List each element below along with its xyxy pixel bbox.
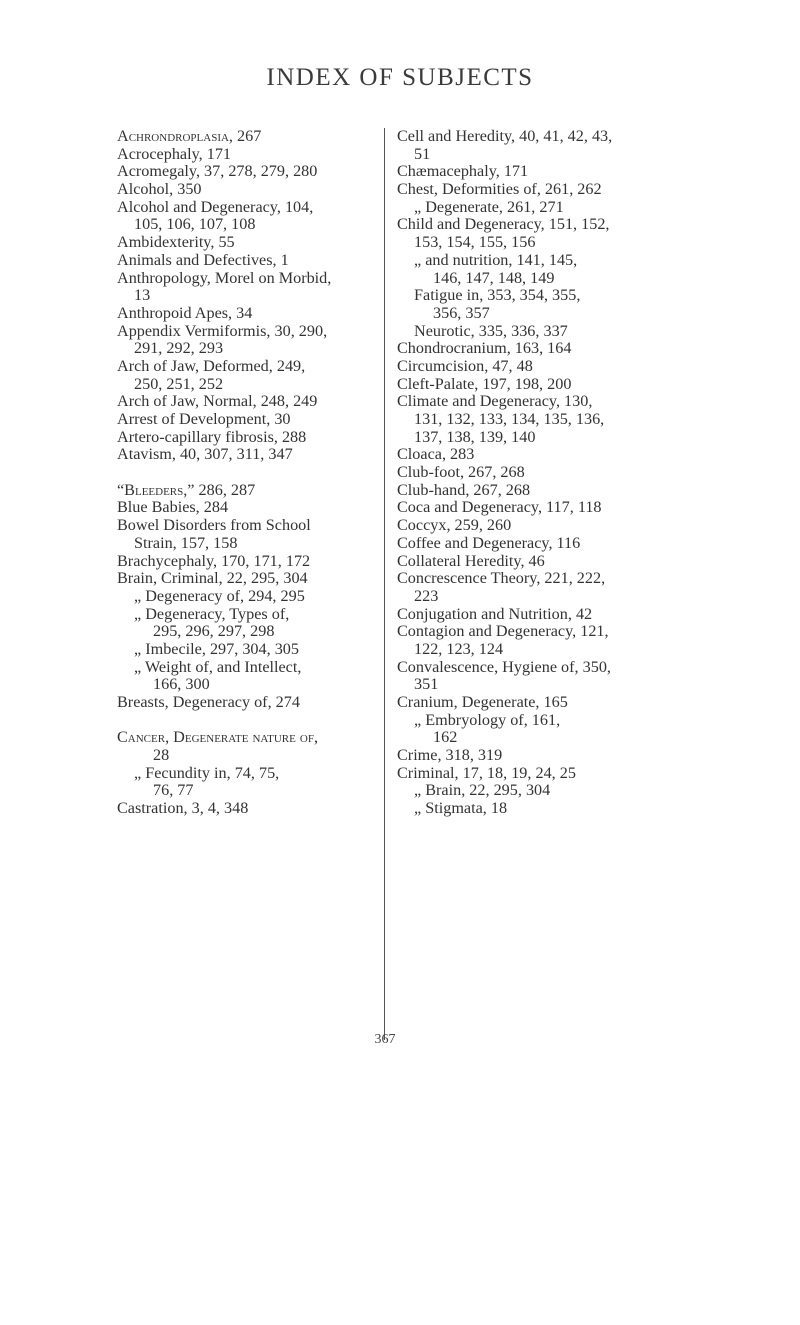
index-entry: Chest, Deformities of, 261, 262 <box>397 180 602 199</box>
index-entry: Arch of Jaw, Deformed, 249, <box>117 356 306 375</box>
index-subentry: „ Weight of, and Intellect, <box>134 657 302 676</box>
index-subentry: „ Degenerate, 261, 271 <box>414 197 564 216</box>
index-entry: Contagion and Degeneracy, 121, <box>397 622 609 641</box>
index-entry: Brain, Criminal, 22, 295, 304 <box>117 569 308 588</box>
index-entry: Acromegaly, 37, 278, 279, 280 <box>117 162 318 181</box>
index-entry-continuation: 146, 147, 148, 149 <box>433 268 555 287</box>
index-entry: Concrescence Theory, 221, 222, <box>397 569 606 588</box>
index-entry: Crime, 318, 319 <box>397 746 503 765</box>
index-entry: Coca and Degeneracy, 117, 118 <box>397 498 602 517</box>
index-entry: Collateral Heredity, 46 <box>397 551 545 570</box>
index-entry: Cranium, Degenerate, 165 <box>397 693 568 711</box>
index-subentry: „ Stigmata, 18 <box>414 799 508 818</box>
index-entry: Atavism, 40, 307, 311, 347 <box>117 445 293 464</box>
index-entry: Club-foot, 267, 268 <box>397 463 525 482</box>
index-entry-continuation: 162 <box>433 728 458 747</box>
page-title: INDEX OF SUBJECTS <box>266 64 534 91</box>
index-entry: Artero-capillary fibrosis, 288 <box>117 427 307 446</box>
index-entry: Blue Babies, 284 <box>117 498 229 517</box>
index-entry: Cloaca, 283 <box>397 445 475 464</box>
index-entry: Anthropology, Morel on Morbid, <box>117 268 332 287</box>
index-entry-continuation: 351 <box>414 675 439 694</box>
index-subentry: „ Brain, 22, 295, 304 <box>414 781 551 800</box>
index-entry: Cancer, Degenerate nature of, <box>117 728 318 747</box>
index-subentry: „ Degeneracy of, 294, 295 <box>134 586 305 605</box>
index-entry: Criminal, 17, 18, 19, 24, 25 <box>397 763 576 782</box>
index-entry-continuation: 250, 251, 252 <box>134 374 224 393</box>
index-entry: Cleft-Palate, 197, 198, 200 <box>397 374 572 393</box>
page-number: 367 <box>374 1032 396 1047</box>
index-entry: Alcohol and Degeneracy, 104, <box>117 197 314 216</box>
index-subentry: „ Imbecile, 297, 304, 305 <box>134 639 299 658</box>
column-divider <box>384 128 385 1040</box>
index-entry: “Bleeders,” 286, 287 <box>117 480 256 499</box>
index-entry: Appendix Vermiformis, 30, 290, <box>117 321 328 340</box>
index-entry-continuation: 13 <box>134 286 151 305</box>
index-subentry: „ Fecundity in, 74, 75, <box>134 763 280 782</box>
index-entry-continuation: 137, 138, 139, 140 <box>414 427 536 446</box>
index-entry: Climate and Degeneracy, 130, <box>397 392 593 411</box>
index-entry-continuation: 153, 154, 155, 156 <box>414 233 536 252</box>
index-entry: Chondrocranium, 163, 164 <box>397 339 572 358</box>
index-entry: Chæmacephaly, 171 <box>397 162 529 181</box>
index-entry: Circumcision, 47, 48 <box>397 356 533 375</box>
index-entry-continuation: 28 <box>153 746 170 765</box>
index-entry: Club-hand, 267, 268 <box>397 480 531 499</box>
section-gap <box>117 712 387 730</box>
index-entry: Castration, 3, 4, 348 <box>117 799 249 818</box>
index-entry-continuation: 122, 123, 124 <box>414 639 504 658</box>
index-entry-continuation: 223 <box>414 586 439 605</box>
index-entry: Child and Degeneracy, 151, 152, <box>397 215 610 234</box>
index-entry: Convalescence, Hygiene of, 350, <box>397 657 611 676</box>
index-entry-continuation: Strain, 157, 158 <box>134 533 238 552</box>
index-entry: Brachycephaly, 170, 171, 172 <box>117 551 311 570</box>
index-entry: Animals and Defectives, 1 <box>117 250 289 269</box>
index-entry: Anthropoid Apes, 34 <box>117 303 253 322</box>
index-entry: Cell and Heredity, 40, 41, 42, 43, <box>397 127 613 145</box>
index-subentry: „ Degeneracy, Types of, <box>134 604 290 623</box>
index-subentry: „ and nutrition, 141, 145, <box>414 250 578 269</box>
index-entry: Coccyx, 259, 260 <box>397 516 512 535</box>
index-column-right <box>397 128 682 818</box>
index-entry-continuation: 295, 296, 297, 298 <box>153 622 275 641</box>
index-entry: Achrondroplasia, 267 <box>117 127 262 145</box>
index-entry: Alcohol, 350 <box>117 180 202 199</box>
index-entry: Breasts, Degeneracy of, 274 <box>117 693 300 711</box>
index-entry-continuation: 291, 292, 293 <box>134 339 224 358</box>
index-subentry: Fatigue in, 353, 354, 355, <box>414 286 581 305</box>
index-subentry: „ Embryology of, 161, <box>414 710 561 729</box>
index-entry-continuation: 356, 357 <box>433 303 490 322</box>
index-entry: Arch of Jaw, Normal, 248, 249 <box>117 392 318 411</box>
index-entry-continuation: 76, 77 <box>153 781 194 800</box>
section-gap <box>117 464 387 482</box>
index-entry: Coffee and Degeneracy, 116 <box>397 533 581 552</box>
index-entry: Bowel Disorders from School <box>117 516 311 535</box>
index-entry-continuation: 105, 106, 107, 108 <box>134 215 256 234</box>
index-entry: Conjugation and Nutrition, 42 <box>397 604 593 623</box>
index-entry-continuation: 166, 300 <box>153 675 210 694</box>
index-entry-continuation: 51 <box>414 144 431 163</box>
index-column-left <box>117 128 387 818</box>
index-subentry: Neurotic, 335, 336, 337 <box>414 321 568 340</box>
index-entry-continuation: 131, 132, 133, 134, 135, 136, <box>414 410 605 428</box>
index-entry: Acrocephaly, 171 <box>117 144 232 163</box>
index-entry: Ambidexterity, 55 <box>117 233 235 252</box>
index-entry: Arrest of Development, 30 <box>117 410 291 428</box>
